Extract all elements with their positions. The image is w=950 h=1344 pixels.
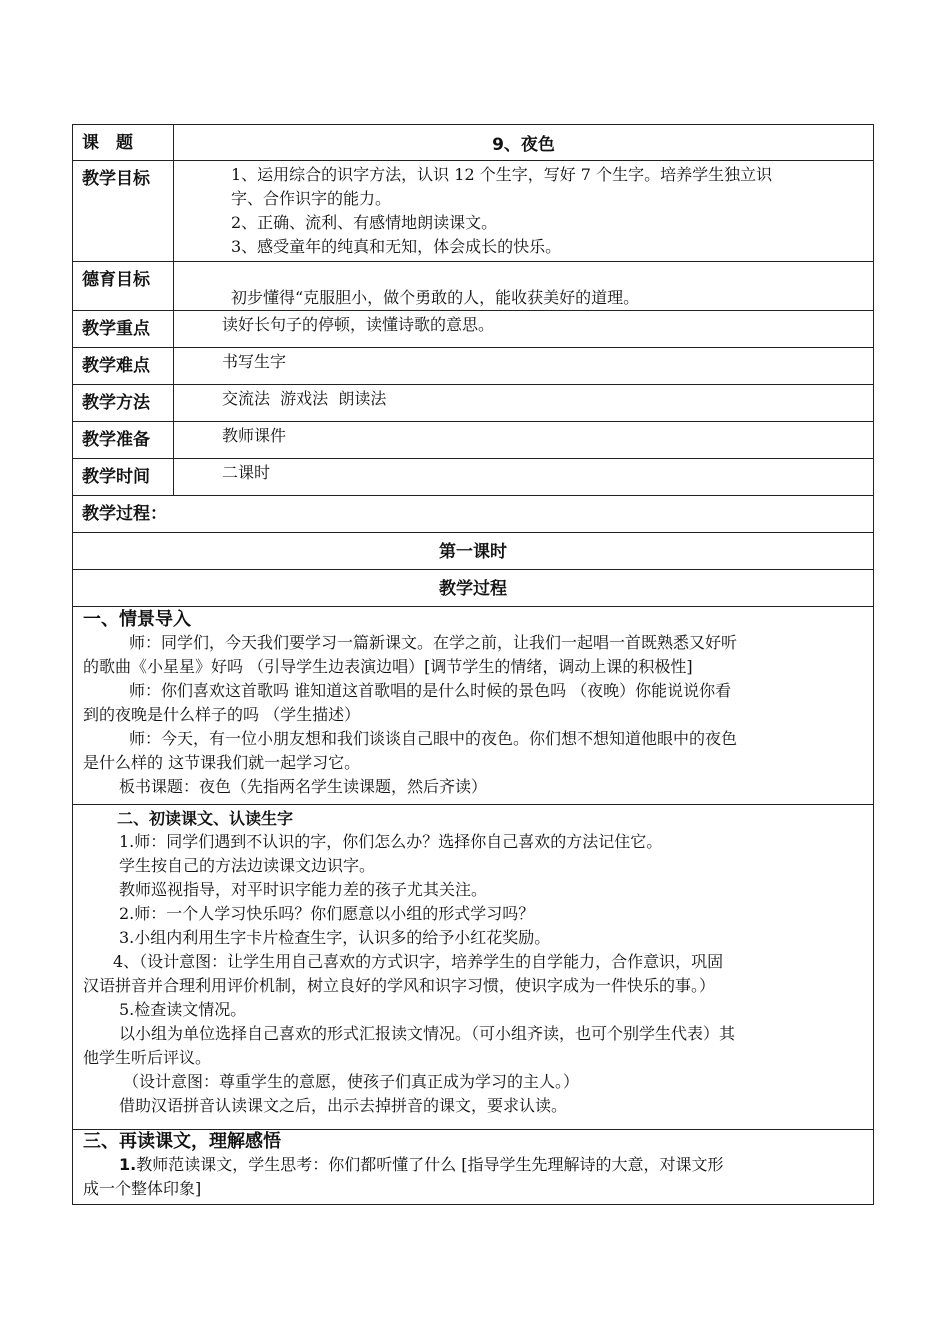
time-text <box>174 459 874 496</box>
label-topic: 课 题 <box>73 125 174 161</box>
label-prep: 教学准备 <box>73 422 174 459</box>
section3-heading: 三、再读课文，理解感悟 <box>83 1131 281 1152</box>
goal-line: 3、感受童年的纯真和无知，体会成长的快乐。 <box>231 237 562 256</box>
section3-line: 成一个整体印象] <box>83 1179 202 1198</box>
row-goals <box>73 161 874 262</box>
row-method <box>73 385 874 422</box>
method-line: 交流法 游戏法 朗读法 <box>222 389 387 408</box>
section3-text: 教师范读课文，学生思考：你们都听懂了什么 [指导学生先理解诗的大意，对课文形 <box>136 1155 724 1174</box>
section3-line <box>83 1153 863 1177</box>
process-title: 教学过程 <box>73 570 874 607</box>
method-text <box>174 385 874 422</box>
difficulty-text <box>174 348 874 385</box>
section1-line: 师：同学们，今天我们要学习一篇新课文。在学之前，让我们一起唱一首既熟悉又好听 <box>129 633 738 652</box>
row-prep <box>73 422 874 459</box>
label-difficulty: 教学难点 <box>73 348 174 385</box>
row-difficulty <box>73 348 874 385</box>
goals-text <box>174 161 874 262</box>
period-title: 第一课时 <box>73 533 874 570</box>
row-moral <box>73 262 874 311</box>
section2-line: 1.师：同学们遇到不认识的字，你们怎么办？选择你自己喜欢的方法记住它。 <box>119 832 663 851</box>
section2-line: 汉语拼音并合理利用评价机制，树立良好的学风和识字习惯，使识字成为一件快乐的事。） <box>83 976 716 995</box>
difficulty-line: 书写生字 <box>222 352 287 371</box>
row-process-label <box>73 496 874 533</box>
section2-line: 4、（设计意图：让学生用自己喜欢的方式识字，培养学生的自学能力，合作意识，巩固 <box>113 952 724 971</box>
row-section3 <box>73 1130 874 1205</box>
row-time <box>73 459 874 496</box>
row-section2 <box>73 805 874 1130</box>
row-section1 <box>73 607 874 805</box>
row-process-title <box>73 570 874 607</box>
goal-line: 1、运用综合的识字方法，认识 12 个生字，写好 7 个生字。培养学生独立识 <box>231 165 773 184</box>
lesson-title: 9、夜色 <box>174 125 874 161</box>
moral-line: 初步懂得“克服胆小，做个勇敢的人，能收获美好的道理。 <box>231 288 640 307</box>
section1-line: 师：今天，有一位小朋友想和我们谈谈自己眼中的夜色。你们想不想知道他眼中的夜色 <box>129 729 738 748</box>
section2-heading: 二、初读课文、认读生字 <box>117 809 294 828</box>
label-key: 教学重点 <box>73 311 174 348</box>
prep-line: 教师课件 <box>222 426 287 445</box>
section2-line: 3.小组内利用生字卡片检查生字，认识多的给予小红花奖励。 <box>119 928 551 947</box>
key-text <box>174 311 874 348</box>
section1-line: 到的夜晚是什么样子的吗 （学生描述） <box>83 705 361 724</box>
section1-line: 的歌曲《小星星》好吗 （引导学生边表演边唱）[调节学生的情绪，调动上课的积极性] <box>83 657 693 676</box>
time-line: 二课时 <box>222 463 271 482</box>
section1-line: 板书课题：夜色（先指两名学生读课题，然后齐读） <box>119 777 488 796</box>
section1-heading: 一、情景导入 <box>83 609 191 630</box>
section2-line: 借助汉语拼音认读课文之后，出示去掉拼音的课文，要求认读。 <box>119 1096 568 1115</box>
row-key <box>73 311 874 348</box>
section2-line: 2.师：一个人学习快乐吗？你们愿意以小组的形式学习吗？ <box>119 904 535 923</box>
section1-line: 是什么样的 这节课我们就一起学习它。 <box>83 753 361 772</box>
moral-text <box>174 262 874 311</box>
section2-line: （设计意图：尊重学生的意愿，使孩子们真正成为学习的主人。） <box>123 1072 580 1091</box>
label-moral: 德育目标 <box>73 262 174 311</box>
section2-line: 学生按自己的方法边读课文边识字。 <box>119 856 376 875</box>
label-method: 教学方法 <box>73 385 174 422</box>
section3-number: 1. <box>119 1155 137 1174</box>
section1 <box>73 607 874 805</box>
prep-text <box>174 422 874 459</box>
section2-line: 他学生听后评议。 <box>83 1048 212 1067</box>
lesson-plan-table <box>72 124 874 1205</box>
section1-line: 师：你们喜欢这首歌吗 谁知道这首歌唱的是什么时候的景色吗 （夜晚）你能说说你看 <box>129 681 732 700</box>
row-period <box>73 533 874 570</box>
section2-line: 教师巡视指导，对平时识字能力差的孩子尤其关注。 <box>119 880 488 899</box>
section2-line: 5.检查读文情况。 <box>119 1000 247 1019</box>
goal-line: 2、正确、流利、有感情地朗读课文。 <box>231 213 498 232</box>
key-line: 读好长句子的停顿，读懂诗歌的意思。 <box>222 315 495 334</box>
label-time: 教学时间 <box>73 459 174 496</box>
section2 <box>73 805 874 1130</box>
section2-line: 以小组为单位选择自己喜欢的形式汇报读文情况。（可小组齐读，也可个别学生代表）其 <box>119 1024 736 1043</box>
process-label: 教学过程： <box>73 496 874 533</box>
section3 <box>73 1130 874 1205</box>
goal-line: 字、合作识字的能力。 <box>231 189 392 208</box>
label-goals: 教学目标 <box>73 161 174 262</box>
row-topic <box>73 125 874 161</box>
